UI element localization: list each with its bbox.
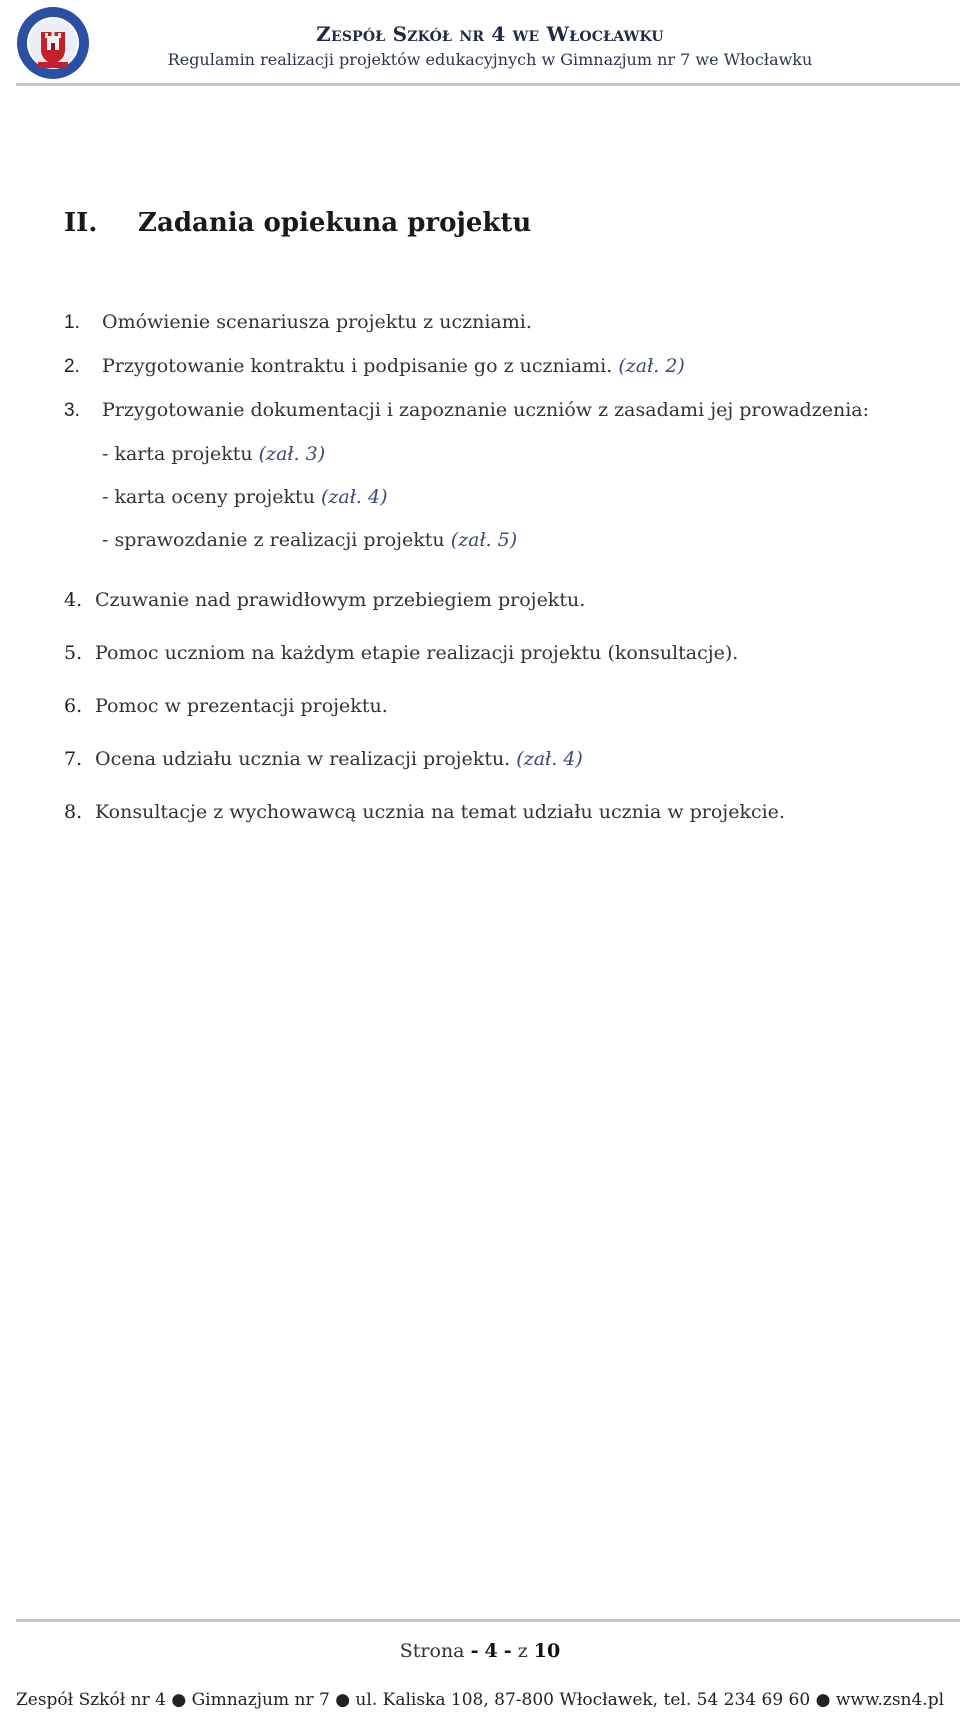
item-number: 8.: [64, 801, 83, 823]
list-item: [64, 589, 585, 611]
list-item: [64, 399, 869, 422]
item-text: Czuwanie nad prawidłowym przebiegiem projektu.: [95, 589, 586, 611]
item-text: Konsultacje z wychowawcą ucznia na temat udziału ucznia w projekcie.: [95, 801, 785, 823]
item-text: Ocena udziału ucznia w realizacji projektu.: [95, 748, 511, 770]
current-page: 4: [484, 1640, 498, 1662]
item-text: Pomoc uczniom na każdym etapie realizacji projektu (konsultacje).: [95, 642, 739, 664]
total-pages: 10: [533, 1640, 561, 1662]
attachment-reference: (zał. 4): [320, 486, 388, 508]
list-item: [64, 748, 583, 770]
item-number: 5.: [64, 642, 83, 664]
document-title: Regulamin realizacji projektów edukacyjnych w Gimnazjum nr 7 we Włocławku: [167, 50, 813, 69]
attachment-reference: (zał. 5): [450, 529, 518, 551]
list-item: [64, 801, 785, 823]
section-title: Zadania opiekuna projektu: [138, 208, 532, 238]
header-divider: [16, 83, 960, 86]
school-logo: [16, 6, 90, 80]
sub-list-item: [102, 486, 387, 508]
list-item: [64, 355, 685, 378]
sub-item-text: - karta projektu: [102, 443, 253, 465]
footer-divider: [16, 1619, 960, 1622]
school-name: Zespół Szkół nr 4 we Włocławku: [316, 22, 664, 46]
item-number: 6.: [64, 695, 83, 717]
page-counter: Strona - 4 - z 10: [399, 1640, 561, 1662]
page-header: [0, 0, 960, 90]
item-text: Omówienie scenariusza projektu z uczniami.: [102, 311, 532, 333]
attachment-reference: (zał. 2): [618, 355, 685, 377]
item-number: 1.: [64, 312, 80, 333]
page-label: Strona: [399, 1640, 465, 1662]
list-item: [64, 642, 738, 664]
footer-address: Zespół Szkół nr 4 ● Gimnazjum nr 7 ● ul. Kaliska 108, 87-800 Włocławek, tel. 54 234 69 60 ● www.zsn4.pl: [15, 1690, 945, 1710]
item-number: 2.: [64, 356, 80, 377]
sub-list-item: [102, 443, 325, 465]
sub-item-text: - sprawozdanie z realizacji projektu: [102, 529, 445, 551]
sub-list-item: [102, 529, 517, 551]
section-heading: [64, 208, 531, 238]
item-text: Przygotowanie kontraktu i podpisanie go z uczniami.: [102, 355, 613, 377]
section-number: II.: [64, 208, 98, 238]
of-label: z: [517, 1640, 528, 1662]
item-text: Przygotowanie dokumentacji i zapoznanie uczniów z zasadami jej prowadzenia:: [102, 399, 869, 421]
attachment-reference: (zał. 4): [516, 748, 583, 770]
item-number: 3.: [64, 400, 80, 421]
item-number: 4.: [64, 589, 83, 611]
sub-item-text: - karta oceny projektu: [102, 486, 315, 508]
attachment-reference: (zał. 3): [258, 443, 326, 465]
item-text: Pomoc w prezentacji projektu.: [95, 695, 388, 717]
list-item: [64, 695, 388, 717]
item-number: 7.: [64, 748, 83, 770]
list-item: [64, 311, 532, 334]
